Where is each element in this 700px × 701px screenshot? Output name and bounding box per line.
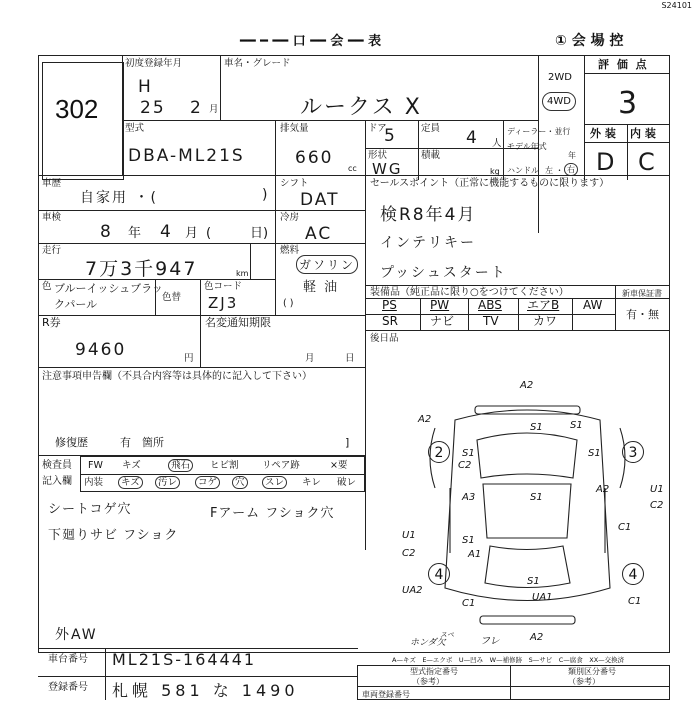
check-int-burn bbox=[195, 476, 220, 489]
model-no-label: 型式指定番号 bbox=[410, 667, 458, 676]
sales-line-1: 検R8年4月 bbox=[380, 205, 477, 225]
displacement-value: 660 bbox=[295, 148, 334, 168]
wheel-rear-right: 4 bbox=[622, 563, 644, 585]
rule bbox=[250, 243, 251, 279]
rule bbox=[220, 55, 221, 120]
repair-label: 修復歴 bbox=[55, 436, 88, 449]
color-code: ZJ3 bbox=[208, 294, 239, 312]
dmg-front-bumper: A2 bbox=[520, 380, 534, 391]
interior-grade: C bbox=[638, 148, 657, 176]
windshield bbox=[477, 433, 577, 478]
dmg-left-rear-u: U1 bbox=[402, 530, 416, 541]
drive-2wd: 2WD bbox=[548, 72, 572, 83]
check-int-hole bbox=[232, 476, 248, 489]
check-int-cut: キレ bbox=[302, 477, 321, 488]
sales-line-2: インテリキー bbox=[380, 235, 476, 251]
equip-pw: PW bbox=[430, 298, 450, 312]
rule bbox=[418, 120, 419, 180]
rule bbox=[615, 285, 616, 330]
check-int-wear-circled: スレ bbox=[262, 476, 287, 489]
inspection-month-unit: 月 bbox=[185, 226, 199, 241]
rule bbox=[468, 298, 469, 330]
dmg-hood-right: S1 bbox=[570, 420, 583, 431]
equip-leather: カワ bbox=[533, 314, 558, 328]
repair-location-label: 箇所 bbox=[142, 436, 164, 449]
rule bbox=[627, 124, 628, 180]
doors-value: 5 bbox=[384, 126, 397, 146]
dmg-right-fender: S1 bbox=[588, 448, 601, 459]
honda-note: ホンダ欠 bbox=[410, 638, 446, 648]
equip-tv: TV bbox=[483, 314, 499, 328]
capacity-unit: 人 bbox=[492, 138, 502, 149]
check-chip bbox=[168, 459, 193, 472]
first-reg-label: 初度登録年月 bbox=[125, 58, 183, 69]
rule bbox=[122, 55, 123, 175]
history-label: 車歴 bbox=[42, 178, 62, 189]
dmg-rear-gate-ua: UA1 bbox=[532, 592, 553, 603]
check-crack: ヒビ割 bbox=[210, 460, 239, 471]
eval-label: 評 価 点 bbox=[598, 58, 649, 71]
model-year-label: モデル年式 bbox=[507, 142, 547, 151]
chassis-value: ML21S-164441 bbox=[112, 650, 257, 669]
rule bbox=[155, 279, 156, 315]
recycle-label: R券 bbox=[42, 316, 61, 329]
check-fw: FW bbox=[88, 460, 103, 471]
dmg-rear-roof: S1 bbox=[462, 535, 475, 546]
registration-label: 登録番号 bbox=[48, 682, 88, 693]
check-int-wear bbox=[262, 476, 287, 489]
dmg-rear-frame: フレ bbox=[480, 636, 500, 647]
name-change-day: 日 bbox=[345, 353, 355, 364]
wheel-front-left: 2 bbox=[428, 441, 450, 463]
dmg-rear-left: A1 bbox=[468, 549, 482, 560]
dmg-right-quarter: C1 bbox=[618, 522, 632, 533]
shift-label: シフト bbox=[280, 178, 309, 189]
model-year-unit: 年 bbox=[568, 151, 576, 160]
rule bbox=[275, 120, 276, 180]
vehicle-name: ルークス X bbox=[300, 95, 422, 120]
equipment-label: 装備品（純正品に限り○をつけてください） bbox=[370, 287, 569, 298]
vehicle-name-label: 車名・グレード bbox=[224, 58, 291, 69]
model-no-sub: （参考） bbox=[412, 677, 444, 686]
equip-airbag: エアB bbox=[527, 298, 560, 312]
check-repair: リペア跡 bbox=[262, 460, 300, 471]
rule bbox=[584, 73, 670, 74]
handle-right-circled: 右 bbox=[564, 163, 578, 176]
rule bbox=[80, 474, 365, 475]
rule bbox=[38, 210, 365, 211]
rule bbox=[105, 648, 106, 700]
dmg-left-pillar: C2 bbox=[458, 460, 472, 471]
check-scratch: キズ bbox=[122, 460, 141, 471]
displacement-unit: cc bbox=[348, 164, 357, 173]
dmg-rear-bumper: A2 bbox=[530, 632, 544, 643]
check-int-stain-circled: 汚レ bbox=[155, 476, 180, 489]
equip-aw: AW bbox=[583, 298, 603, 312]
mileage-unit: km bbox=[236, 269, 249, 278]
chassis-label: 車台番号 bbox=[48, 654, 88, 665]
rule bbox=[38, 315, 365, 316]
dmg-right-side-c: C2 bbox=[650, 500, 664, 511]
attachments-label: 後日品 bbox=[370, 333, 399, 344]
roof bbox=[483, 484, 571, 538]
type-code: DBA-ML21S bbox=[128, 146, 245, 166]
history-value: 自家用 ・( bbox=[80, 190, 158, 206]
doc-code: S24101 bbox=[661, 1, 692, 10]
fuel-label: 燃料 bbox=[280, 245, 300, 256]
first-reg-era: H bbox=[138, 77, 153, 97]
inspector-label-1: 検査員 bbox=[42, 460, 72, 471]
rule bbox=[38, 279, 275, 280]
load-unit: kg bbox=[490, 167, 500, 176]
eval-score: 3 bbox=[618, 86, 640, 121]
comment-underbody-rust: 下廻りサビ フショク bbox=[48, 528, 179, 543]
rule bbox=[122, 120, 538, 121]
inspection-day: 日) bbox=[250, 226, 269, 241]
name-change-label: 名変通知期限 bbox=[205, 316, 271, 329]
shift-value: DAT bbox=[300, 190, 340, 210]
dealer-label: ディーラー・並行 bbox=[507, 127, 571, 136]
color-label: 色 bbox=[42, 281, 52, 292]
color-code-label: 色コード bbox=[204, 281, 243, 292]
rule bbox=[518, 298, 519, 330]
dmg-spare: スペ bbox=[440, 631, 454, 639]
type-label: 型式 bbox=[125, 123, 145, 134]
rear-bumper bbox=[480, 616, 575, 624]
dmg-roof: S1 bbox=[530, 492, 543, 503]
rule bbox=[357, 686, 670, 687]
sales-line-3: プッシュスタート bbox=[380, 265, 507, 281]
class-no-sub: （参考） bbox=[568, 677, 600, 686]
sales-label: セールスポイント（正常に機能するものに限ります） bbox=[370, 178, 610, 189]
inspection-month: 4 bbox=[160, 222, 173, 242]
rule bbox=[200, 315, 201, 367]
check-int-scratch bbox=[118, 476, 143, 489]
rule bbox=[420, 298, 421, 330]
recycle-value: 9460 bbox=[75, 340, 127, 360]
fuel-diesel: 軽 油 bbox=[303, 280, 340, 295]
check-interior: 内装 bbox=[84, 477, 104, 488]
dmg-rear-gate: S1 bbox=[527, 576, 540, 587]
inspector-label-2: 記入欄 bbox=[42, 476, 72, 487]
capacity-value: 4 bbox=[466, 128, 479, 148]
exterior-grade: D bbox=[596, 148, 617, 176]
class-no-label: 類別区分番号 bbox=[568, 667, 616, 676]
comment-ext-aw: 外AW bbox=[55, 627, 98, 643]
aircon-label: 冷房 bbox=[280, 212, 300, 223]
doors-label: ドア bbox=[368, 123, 387, 134]
wheel-front-right: 3 bbox=[622, 441, 644, 463]
rule bbox=[38, 676, 358, 677]
rule bbox=[365, 120, 366, 180]
dmg-right-door: A2 bbox=[596, 484, 610, 495]
dmg-rear-bumper-left: C1 bbox=[462, 598, 476, 609]
car-diagram bbox=[395, 378, 670, 648]
dmg-left-rear-c: C2 bbox=[402, 548, 416, 559]
rule bbox=[38, 243, 365, 244]
recycle-unit: 円 bbox=[184, 353, 194, 364]
drive-4wd-circled: 4WD bbox=[542, 92, 576, 111]
fuel-gasoline-circled: ガソリン bbox=[296, 255, 358, 274]
displacement-label: 排気量 bbox=[280, 123, 309, 134]
dmg-hood-left: S1 bbox=[530, 422, 543, 433]
wheel-rear-left: 4 bbox=[428, 563, 450, 585]
inspection-year-unit: 年 bbox=[128, 226, 142, 241]
venue-copy: ① 会 場 控 bbox=[555, 33, 624, 49]
check-int-hole-circled: 穴 bbox=[232, 476, 248, 489]
first-reg-month: 2 bbox=[190, 98, 203, 118]
color-change-label: 色替 bbox=[162, 292, 182, 303]
fuel-gasoline bbox=[296, 255, 358, 274]
drive-4wd bbox=[542, 92, 576, 111]
check-int-burn-circled: コゲ bbox=[195, 476, 220, 489]
first-reg-month-unit: 月 bbox=[209, 104, 219, 115]
first-reg-year: 25 bbox=[140, 98, 166, 118]
shape-value: WG bbox=[372, 160, 403, 178]
dmg-left-door: A3 bbox=[462, 492, 476, 503]
mileage-label: 走行 bbox=[42, 245, 62, 256]
load-label: 積載 bbox=[421, 150, 441, 161]
equip-abs: ABS bbox=[478, 298, 502, 312]
inspection-year: 8 bbox=[100, 222, 113, 242]
interior-label: 内 装 bbox=[630, 127, 656, 140]
rule bbox=[38, 648, 358, 649]
handle-label: ハンドル bbox=[507, 166, 539, 175]
check-int-stain bbox=[155, 476, 180, 489]
notes-label: 注意事項申告欄（不具合内容等は具体的に記入して下さい） bbox=[42, 371, 312, 382]
mileage-value: 7万3千947 bbox=[85, 258, 198, 280]
capacity-label: 定員 bbox=[421, 123, 441, 134]
dmg-right-side-u: U1 bbox=[650, 484, 664, 495]
name-change-month: 月 bbox=[305, 353, 315, 364]
rule bbox=[38, 175, 670, 176]
dmg-left-fender: S1 bbox=[462, 448, 475, 459]
rule bbox=[572, 298, 573, 330]
equip-sr: SR bbox=[382, 314, 398, 328]
inspection-label: 車検 bbox=[42, 212, 62, 223]
rule bbox=[275, 175, 276, 315]
rule bbox=[38, 367, 365, 368]
equip-navi: ナビ bbox=[430, 314, 455, 328]
registration-value: 札幌 581 な 1490 bbox=[112, 681, 299, 700]
rule bbox=[200, 279, 201, 315]
form-title: ━━ ━ ━━ 口 ━━ 会 ━━ 表 bbox=[240, 34, 382, 49]
rule bbox=[503, 120, 504, 180]
comment-farm-hole: Fアーム フショク穴 bbox=[210, 506, 335, 521]
damage-legend: A—キズ E—エクボ U—凹み W—補修跡 S—サビ C—腐食 XX—交換済 bbox=[392, 656, 625, 664]
warranty-value: 有・無 bbox=[626, 308, 659, 321]
rule bbox=[365, 285, 670, 286]
color-value: ブルーイッシュブラックパール bbox=[54, 282, 163, 311]
check-int-tear: 破レ bbox=[337, 477, 357, 488]
fuel-paren: ( ) bbox=[283, 298, 294, 309]
shape-label: 形状 bbox=[368, 150, 388, 161]
check-int-scratch-circled: キズ bbox=[118, 476, 143, 489]
rule bbox=[510, 665, 511, 700]
dmg-left-front-corner: A2 bbox=[418, 414, 432, 425]
warranty-label: 新車保証書 bbox=[622, 289, 662, 298]
aircon-value: AC bbox=[305, 224, 333, 244]
dmg-rear-right-c: C1 bbox=[628, 596, 642, 607]
comment-seat-burn: シートコゲ穴 bbox=[48, 502, 132, 517]
repair-value: 有 bbox=[120, 436, 131, 449]
equip-ps: PS bbox=[382, 298, 397, 312]
handle-options: 左 ・ bbox=[545, 166, 564, 175]
history-close: ) bbox=[262, 187, 270, 203]
check-needs: ×要 bbox=[330, 460, 348, 471]
repair-close: ] bbox=[345, 436, 350, 449]
rule bbox=[365, 330, 670, 331]
exterior-label: 外 装 bbox=[590, 127, 616, 140]
car-body-outline bbox=[445, 410, 610, 601]
lot-number: 302 bbox=[55, 94, 99, 124]
rule bbox=[365, 175, 366, 550]
dmg-rear-left-ua: UA2 bbox=[402, 585, 423, 596]
vehicle-reg-label: 車両登録番号 bbox=[362, 690, 410, 699]
inspection-day-open: ( bbox=[206, 226, 212, 241]
check-chip-circled: 飛石 bbox=[168, 459, 193, 472]
